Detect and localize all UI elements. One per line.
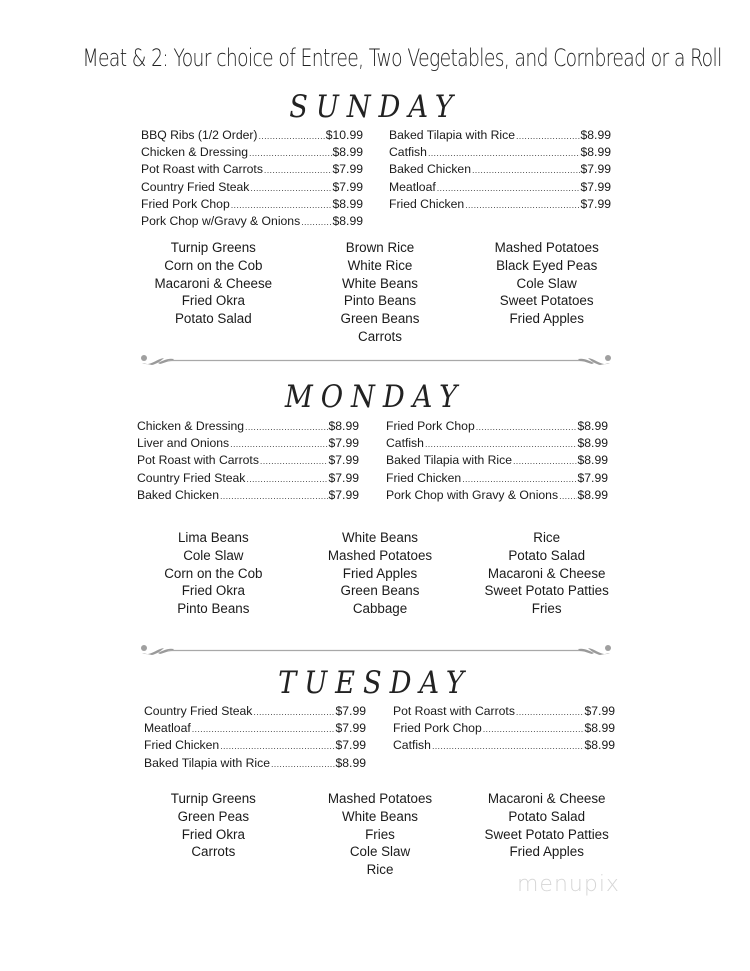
entree-item: [137, 470, 359, 487]
entree-item: [389, 127, 611, 144]
side-item: Carrots: [191, 844, 236, 860]
side-item: Cole Slaw: [516, 275, 577, 291]
dot-leader: [245, 419, 327, 435]
entree-price: $8.99: [577, 487, 608, 502]
entree-price: $8.99: [584, 738, 615, 753]
ornamental-divider: [138, 640, 614, 660]
side-item: White Beans: [342, 275, 418, 291]
entree-item: [144, 703, 366, 720]
entree-item: [137, 452, 359, 469]
sides-grid: [130, 790, 630, 879]
entree-name: Catfish: [389, 145, 427, 160]
dot-leader: [301, 214, 331, 230]
side-item: Mashed Potatoes: [494, 240, 599, 255]
entree-price: $7.99: [335, 738, 366, 753]
entree-price: $8.99: [577, 436, 608, 451]
menupix-watermark: menupix: [517, 872, 620, 897]
side-item: Macaroni & Cheese: [154, 275, 273, 291]
entree-item: [137, 418, 359, 435]
entree-price: $7.99: [580, 196, 611, 211]
dot-leader: [260, 453, 328, 469]
dot-leader: [437, 180, 580, 196]
entree-name: Fried Pork Chop: [393, 721, 482, 736]
sides-column: [297, 239, 464, 346]
day-title-sunday: SUNDAY: [289, 89, 461, 125]
side-item: Fried Apples: [509, 844, 584, 860]
entree-price: $7.99: [332, 162, 363, 177]
entree-name: Meatloaf: [144, 721, 191, 736]
entree-name: Chicken & Dressing: [141, 145, 249, 160]
side-item: Fried Apples: [342, 565, 418, 581]
side-item: Fried Okra: [181, 293, 245, 309]
dot-leader: [250, 180, 331, 196]
side-item: Rice: [533, 530, 561, 545]
entree-list-right: [393, 703, 615, 755]
entree-price: $8.99: [584, 721, 615, 736]
entree-price: $8.99: [580, 128, 611, 142]
dot-leader: [230, 436, 327, 452]
side-item: Fried Apples: [509, 311, 584, 327]
entree-list-right: [386, 418, 608, 504]
entree-item: [386, 435, 608, 452]
sides-column: [463, 529, 630, 618]
entree-name: Fried Chicken: [386, 470, 462, 485]
side-item: Turnip Greens: [170, 791, 256, 806]
sides-column: [297, 529, 464, 618]
entree-name: Catfish: [386, 436, 424, 451]
dot-leader: [516, 704, 584, 720]
entree-item: [137, 435, 359, 452]
dot-leader: [220, 738, 334, 754]
entree-item: [393, 720, 615, 737]
entree-item: [144, 755, 366, 772]
entree-name: Country Fried Steak: [137, 470, 246, 485]
entree-name: Pot Roast with Carrots: [137, 453, 259, 468]
dot-leader: [231, 197, 332, 213]
entree-name: Liver and Onions: [137, 436, 230, 451]
day-title-tuesday: TUESDAY: [278, 665, 472, 701]
side-item: Pinto Beans: [177, 601, 250, 617]
entree-name: Baked Tilapia with Rice: [386, 453, 512, 468]
entree-item: [141, 144, 363, 161]
entree-item: [386, 452, 608, 469]
entree-name: Country Fried Steak: [144, 704, 253, 718]
side-item: Brown Rice: [345, 240, 415, 255]
side-item: Green Beans: [340, 583, 420, 599]
entree-name: Catfish: [393, 738, 431, 753]
side-item: Potato Salad: [508, 808, 586, 824]
side-item: Potato Salad: [508, 547, 586, 563]
side-item: Macaroni & Cheese: [487, 791, 606, 806]
side-item: Cole Slaw: [183, 547, 244, 563]
entree-item: [389, 144, 611, 161]
sides-column: [130, 239, 297, 346]
side-item: Fries: [531, 601, 562, 617]
entree-name: Baked Chicken: [137, 487, 219, 502]
entree-item: [389, 179, 611, 196]
entree-item: [389, 196, 611, 213]
dot-leader: [271, 756, 335, 772]
dot-leader: [472, 162, 580, 178]
entree-item: [141, 127, 363, 144]
side-item: Lima Beans: [177, 530, 249, 545]
dot-leader: [483, 721, 584, 737]
entree-price: $8.99: [335, 755, 366, 770]
entree-price: $7.99: [335, 704, 366, 718]
sides-column: [463, 239, 630, 346]
entree-name: Fried Pork Chop: [386, 419, 475, 433]
entree-name: Baked Tilapia with Rice: [144, 755, 270, 770]
side-item: Pinto Beans: [343, 293, 417, 309]
side-item: Fries: [365, 826, 395, 842]
entree-name: Fried Pork Chop: [141, 196, 230, 211]
entree-list-left: [137, 418, 359, 504]
side-item: Mashed Potatoes: [327, 547, 433, 563]
entree-name: Fried Chicken: [389, 196, 465, 211]
entree-item: [141, 213, 363, 230]
entree-item: [144, 737, 366, 754]
sides-column: [463, 790, 630, 879]
dot-leader: [259, 128, 325, 144]
entree-item: [393, 737, 615, 754]
entree-price: $7.99: [328, 453, 359, 468]
entree-name: Chicken & Dressing: [137, 419, 245, 433]
entree-list-left: [144, 703, 366, 772]
dot-leader: [425, 436, 577, 452]
entree-price: $7.99: [584, 704, 615, 718]
side-item: Sweet Potatoes: [499, 293, 594, 309]
entree-name: Pot Roast with Carrots: [393, 704, 515, 718]
sides-grid: [130, 239, 630, 346]
entree-price: $7.99: [332, 179, 363, 194]
entree-list-left: [141, 127, 363, 230]
ornamental-divider: [138, 350, 614, 370]
entree-item: [141, 196, 363, 213]
dot-leader: [246, 471, 327, 487]
side-item: White Beans: [342, 808, 418, 824]
side-item: Fried Okra: [181, 826, 245, 842]
side-item: Fried Okra: [181, 583, 245, 599]
entree-item: [137, 487, 359, 504]
dot-leader: [462, 471, 576, 487]
dot-leader: [192, 721, 335, 737]
entree-price: $8.99: [332, 145, 363, 160]
entree-price: $8.99: [328, 419, 359, 433]
entree-name: Pot Roast with Carrots: [141, 162, 263, 177]
entree-name: Baked Tilapia with Rice: [389, 128, 515, 142]
entree-item: [141, 161, 363, 178]
entree-name: Fried Chicken: [144, 738, 220, 753]
side-item: Cole Slaw: [349, 844, 411, 860]
entree-price: $7.99: [328, 487, 359, 502]
dot-leader: [559, 488, 576, 504]
entree-name: Pork Chop with Gravy & Onions: [386, 487, 559, 502]
entree-price: $10.99: [325, 128, 363, 142]
side-item: Sweet Potato Patties: [484, 583, 609, 599]
side-item: Sweet Potato Patties: [484, 826, 609, 842]
dot-leader: [220, 488, 328, 504]
entree-price: $8.99: [580, 145, 611, 160]
entree-name: Baked Chicken: [389, 162, 471, 177]
entree-item: [386, 418, 608, 435]
side-item: Mashed Potatoes: [327, 791, 433, 806]
dot-leader: [465, 197, 579, 213]
dot-leader: [476, 419, 577, 435]
side-item: Black Eyed Peas: [496, 257, 598, 273]
side-item: Green Beans: [340, 311, 420, 327]
entree-price: $8.99: [332, 214, 363, 229]
dot-leader: [428, 145, 580, 161]
side-item: White Rice: [347, 257, 413, 273]
entree-item: [144, 720, 366, 737]
side-item: Green Peas: [177, 808, 250, 824]
entree-price: $7.99: [580, 162, 611, 177]
entree-item: [141, 179, 363, 196]
entree-price: $8.99: [577, 453, 608, 468]
entree-price: $7.99: [577, 470, 608, 485]
side-item: Corn on the Cob: [164, 565, 263, 581]
entree-name: Country Fried Steak: [141, 179, 250, 194]
dot-leader: [516, 128, 580, 144]
entree-price: $7.99: [328, 436, 359, 451]
entree-price: $8.99: [577, 419, 608, 433]
entree-list-right: [389, 127, 611, 213]
sides-column: [297, 790, 464, 879]
sides-column: [130, 529, 297, 618]
entree-name: Pork Chop w/Gravy & Onions: [141, 214, 301, 229]
entree-item: [386, 487, 608, 504]
entree-price: $7.99: [328, 470, 359, 485]
dot-leader: [432, 738, 584, 754]
side-item: Macaroni & Cheese: [487, 565, 606, 581]
dot-leader: [513, 453, 577, 469]
side-item: Turnip Greens: [170, 240, 256, 255]
menu-headline: Meat & 2: Your choice of Entree, Two Vegetables, and Cornbread or a Roll: [82, 44, 722, 72]
side-item: Rice: [366, 862, 394, 878]
side-item: Corn on the Cob: [164, 257, 263, 273]
entree-price: $7.99: [335, 721, 366, 736]
side-item: Cabbage: [352, 601, 408, 617]
dot-leader: [249, 145, 331, 161]
entree-price: $8.99: [332, 196, 363, 211]
dot-leader: [264, 162, 332, 178]
entree-name: Meatloaf: [389, 179, 436, 194]
dot-leader: [253, 704, 334, 720]
entree-price: $7.99: [580, 179, 611, 194]
sides-grid: [130, 529, 630, 618]
entree-item: [386, 470, 608, 487]
entree-name: BBQ Ribs (1/2 Order): [141, 128, 258, 142]
side-item: Carrots: [358, 328, 402, 344]
entree-item: [389, 161, 611, 178]
side-item: Potato Salad: [174, 311, 252, 327]
sides-column: [130, 790, 297, 879]
side-item: White Beans: [342, 530, 418, 545]
entree-item: [393, 703, 615, 720]
day-title-monday: MONDAY: [284, 379, 466, 415]
